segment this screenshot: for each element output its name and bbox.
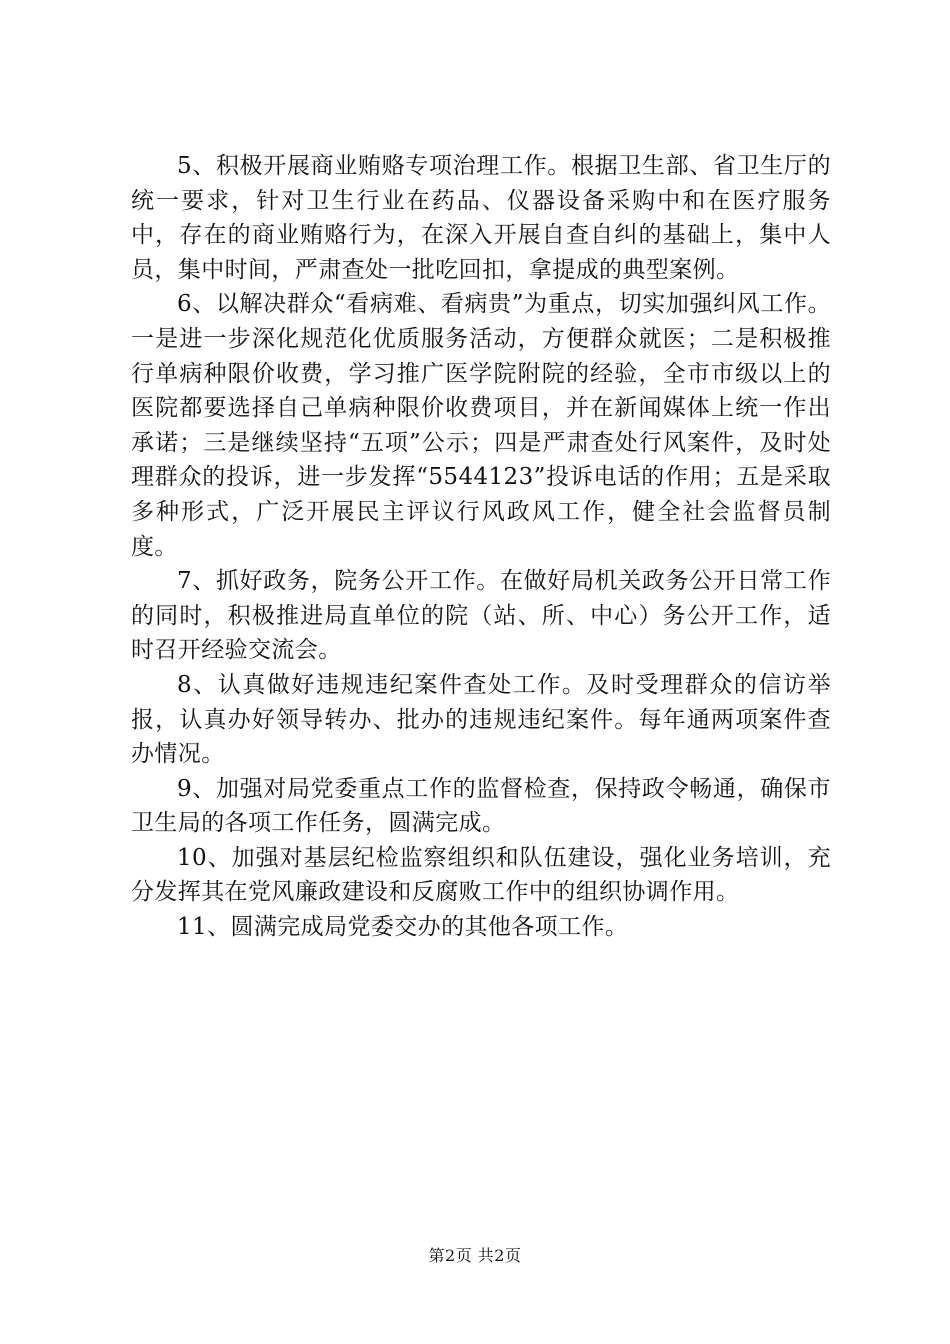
paragraph-item-5: 5、积极开展商业贿赂专项治理工作。根据卫生部、省卫生厅的统一要求，针对卫生行业在药品、仪器设备采购中和在医疗服务中，存在的商业贿赂行为，在深入开展自查自纠的基础上，集中人员，集中时间，严肃查处一批吃回扣，拿提成的典型案例。	[131, 153, 831, 283]
paragraph-item-8: 8、认真做好违规违纪案件查处工作。及时受理群众的信访举报，认真办好领导转办、批办的违规违纪案件。每年通两项案件查办情况。	[131, 671, 831, 768]
paragraph-item-7: 7、抓好政务，院务公开工作。在做好局机关政务公开日常工作的同时，积极推进局直单位的院（站、所、中心）务公开工作，适时召开经验交流会。	[131, 568, 831, 664]
page-number-footer: 第2页 共2页	[428, 1246, 522, 1265]
document-body	[131, 149, 831, 945]
paragraph-item-11: 11、圆满完成局党委交办的其他各项工作。	[177, 914, 629, 941]
paragraph-item-6: 6、以解决群众“看病难、看病贵”为重点，切实加强纠风工作。一是进一步深化规范化优质服务活动，方便群众就医；二是积极推行单病种限价收费，学习推广医学院附院的经验，全市市级以上的医院都要选择自己单病种限价收费项目，并在新闻媒体上统一作出承诺；三是继续坚持“五项”公示；四是严肃查处行风案件，及时处理群众的投诉，进一步发挥“5544123”投诉电话的作用；五是采取多种形式，广泛开展民主评议行风政风工作，健全社会监督员制度。	[131, 291, 831, 560]
paragraph-item-10: 10、加强对基层纪检监察组织和队伍建设，强化业务培训，充分发挥其在党风廉政建设和反腐败工作中的组织协调作用。	[131, 844, 831, 906]
paragraph-item-9: 9、加强对局党委重点工作的监督检查，保持政令畅通，确保市卫生局的各项工作任务，圆满完成。	[131, 775, 831, 837]
